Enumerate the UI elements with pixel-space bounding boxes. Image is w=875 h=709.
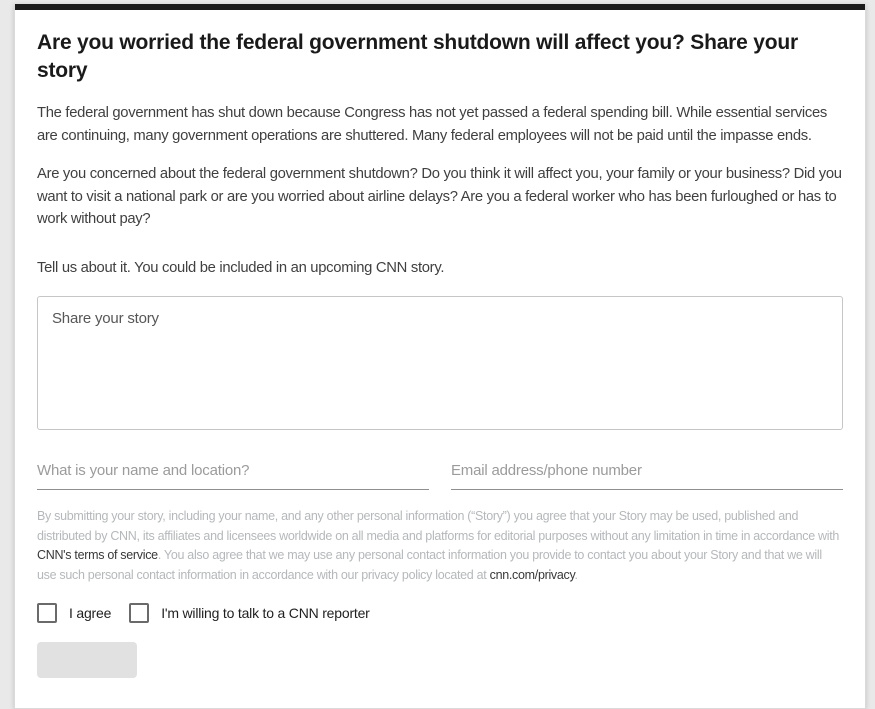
contact-fields-row [37, 458, 843, 490]
checkbox-row [37, 603, 843, 623]
intro-paragraph-2: Are you concerned about the federal government shutdown? Do you think it will affect you, your family or your business? Did you want to visit a national park or are you worried about airline delays? Are you a federal worker who has been furloughed or has to work without pay? [37, 166, 842, 227]
intro-paragraph-1: The federal government has shut down because Congress has not yet passed a federal spending bill. While essential services are continuing, many government operations are shuttered. Many federal employees will not be paid until the impasse ends. [37, 105, 828, 144]
agree-checkbox[interactable] [37, 603, 57, 623]
privacy-policy-link[interactable]: cnn.com/privacy [489, 567, 575, 582]
reporter-label-text: I'm willing to talk to a CNN reporter [161, 605, 370, 621]
intro-paragraph-3: Tell us about it. You could be included in an upcoming CNN story. [37, 259, 445, 276]
email-phone-input[interactable] [451, 458, 843, 490]
legal-text-part1: By submitting your story, including your name, and any other personal information (“Story”) you agree that your Story may be used, published and distributed by CNN, its affiliates and licensees worldwide on all media and platforms for editorial purposes without any limitation in time in accordance with [37, 509, 840, 543]
name-location-input[interactable] [37, 458, 429, 490]
reporter-checkbox[interactable] [129, 603, 149, 623]
agree-checkbox-label[interactable] [37, 603, 111, 623]
story-form-card [14, 4, 866, 709]
agree-label-text: I agree [69, 605, 112, 621]
form-body [15, 10, 865, 678]
legal-text-part2: . You also agree that we may use any personal contact information you provide to contact you about your Story and that we will use such personal contact information in accordance with our privacy policy located at [37, 548, 822, 582]
page-title: Are you worried the federal government shutdown will affect you? Share your story [37, 31, 798, 82]
legal-text-part3: . [574, 567, 578, 582]
legal-text [37, 507, 843, 585]
reporter-checkbox-label[interactable] [129, 603, 369, 623]
terms-of-service-link[interactable]: CNN's terms of service [37, 548, 158, 562]
story-input[interactable] [37, 296, 843, 430]
